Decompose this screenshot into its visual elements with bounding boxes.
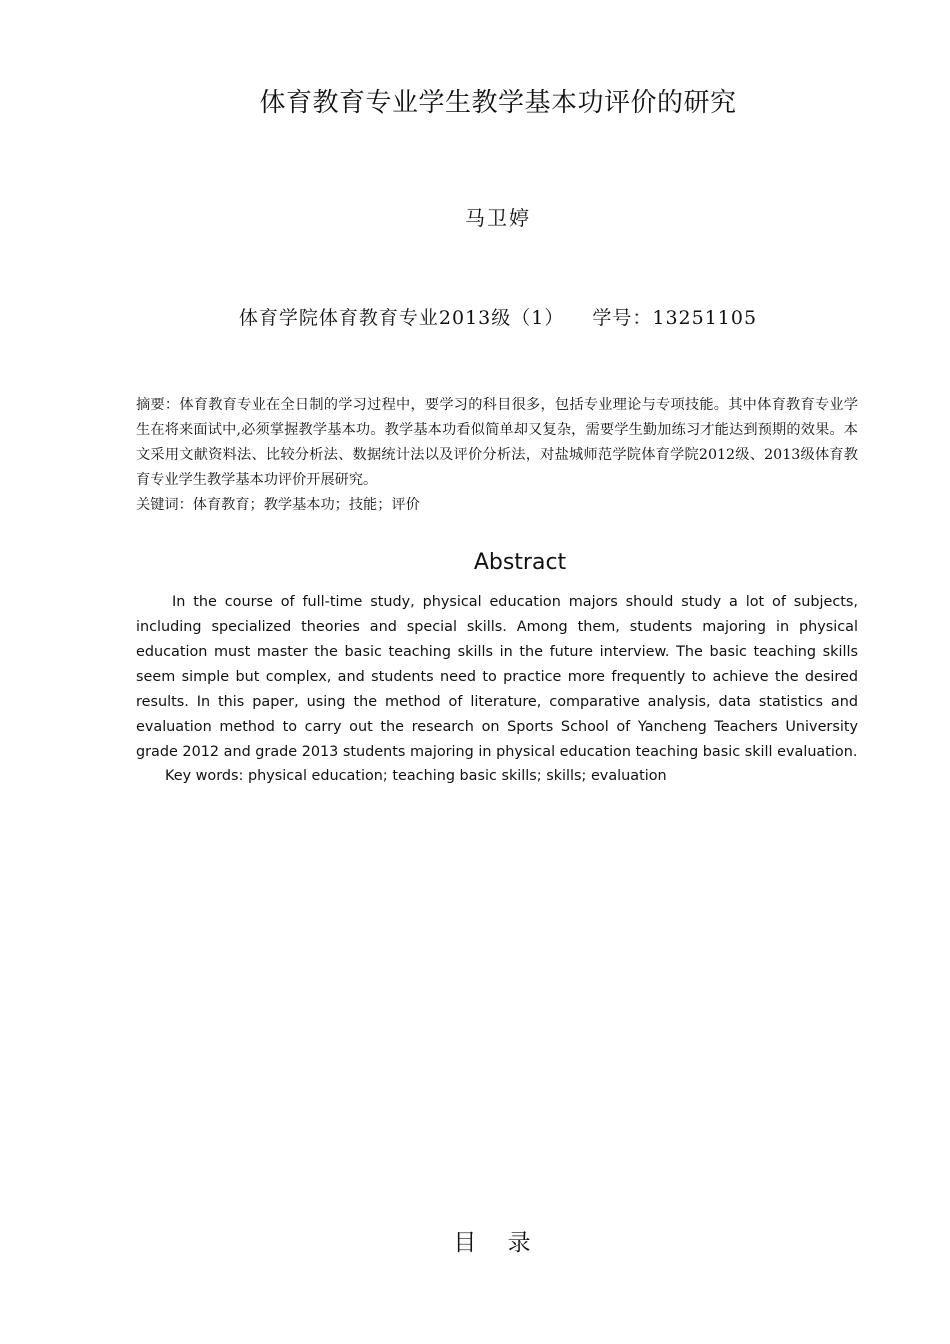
english-abstract-heading: Abstract <box>473 550 567 575</box>
english-keywords: Key words: physical education; teaching basic skills; skills; evaluation <box>165 768 667 784</box>
chinese-abstract-text: 体育教育专业在全日制的学习过程中，要学习的科目很多，包括专业理论与专项技能。其中体育教育专业学生在将来面试中,必须掌握教学基本功。教学基本功看似简单却又复杂，需要学生勤加练习才能达到预期的效果。本文采用文献资料法、比较分析法、数据统计法以及评价分析法，对盐城师范学院体育学院2012级、2013级体育教育专业学生教学基本功评价开展研究。 <box>136 397 858 488</box>
paper-title: 体育教育专业学生教学基本功评价的研究 <box>259 88 737 118</box>
department-class: 体育学院体育教育专业2013级（1） <box>238 307 565 329</box>
author-affiliation <box>0 303 950 330</box>
chinese-keywords <box>136 493 858 518</box>
chinese-abstract <box>136 393 858 493</box>
english-abstract-text: In the course of full-time study, physical education majors should study a lot of subjects, including specialized theories and special skills. Among them, students majoring in physical education must master the basic teaching skills in the future interview. The basic teaching skills seem simple but complex, and students need to practice more frequently to achieve the desired results. In this paper, using the method of literature, comparative analysis, data statistics and evaluation method to carry out the research on Sports School of Yancheng Teachers University grade 2012 and grade 2013 students majoring in physical education teaching basic skill evaluation. <box>136 594 858 760</box>
chinese-keywords-label: 关键词： <box>136 497 193 513</box>
chinese-abstract-label: 摘要： <box>136 397 180 413</box>
author-name: 马卫婷 <box>465 206 531 230</box>
student-id: 学号：13251105 <box>592 307 758 329</box>
table-of-contents-heading: 目 录 <box>453 1230 543 1256</box>
chinese-keywords-text: 体育教育；教学基本功；技能；评价 <box>192 497 420 513</box>
